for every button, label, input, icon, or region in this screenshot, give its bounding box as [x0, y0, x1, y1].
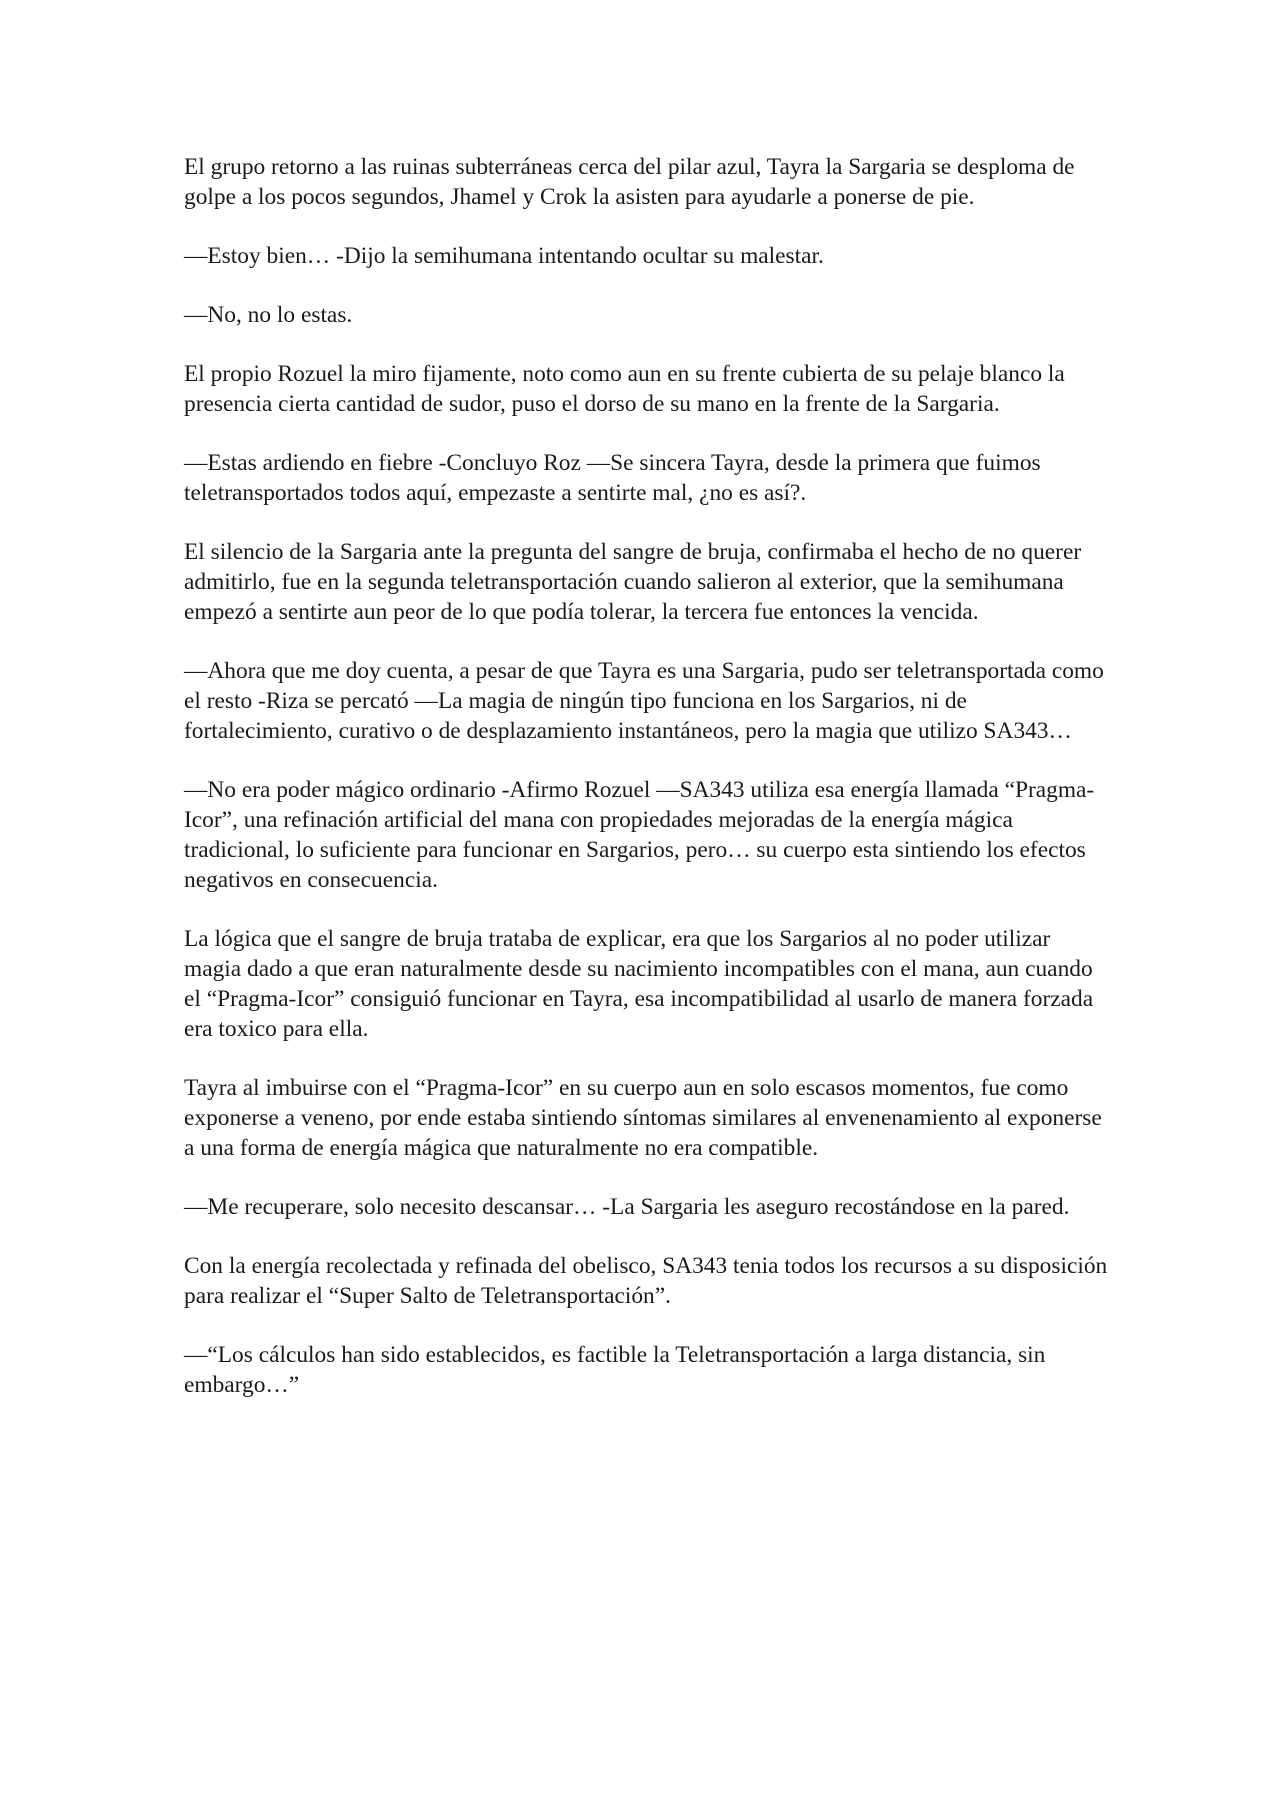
- document-body: [184, 152, 1110, 1429]
- paragraph: —Me recuperare, solo necesito descansar… -La Sargaria les aseguro recostándose en la pared.: [184, 1194, 1070, 1220]
- paragraph: El silencio de la Sargaria ante la pregunta del sangre de bruja, confirmaba el hecho de no querer admitirlo, fue en la segunda teletransportación cuando salieron al exterior, que la semihumana empezó a sentirte aun peor de lo que podía tolerar, la tercera fue entonces la vencida.: [184, 539, 1082, 625]
- paragraph: La lógica que el sangre de bruja trataba de explicar, era que los Sargarios al no poder utilizar magia dado a que eran naturalmente desde su nacimiento incompatibles con el mana, aun cuando el “Pragma-Icor” consiguió funcionar en Tayra, esa incompatibilidad al usarlo de manera forzada era toxico para ella.: [184, 926, 1094, 1042]
- paragraph: —Estas ardiendo en fiebre -Concluyo Roz —Se sincera Tayra, desde la primera que fuimos teletransportados todos aquí, empezaste a sentirte mal, ¿no es así?.: [184, 450, 1041, 506]
- paragraph: Con la energía recolectada y refinada del obelisco, SA343 tenia todos los recursos a su disposición para realizar el “Super Salto de Teletransportación”.: [184, 1253, 1108, 1309]
- paragraph: —No era poder mágico ordinario -Afirmo Rozuel —SA343 utiliza esa energía llamada “Pragma-Icor”, una refinación artificial del mana con propiedades mejoradas de la energía mágica tradicional, lo suficiente para funcionar en Sargarios, pero… su cuerpo esta sintiendo los efectos negativos en consecuencia.: [184, 777, 1095, 893]
- paragraph: —Ahora que me doy cuenta, a pesar de que Tayra es una Sargaria, pudo ser teletransportada como el resto -Riza se percató —La magia de ningún tipo funciona en los Sargarios, ni de fortalecimiento, curativo o de desplazamiento instantáneos, pero la magia que utilizo SA343…: [184, 658, 1104, 744]
- paragraph: El propio Rozuel la miro fijamente, noto como aun en su frente cubierta de su pelaje blanco la presencia cierta cantidad de sudor, puso el dorso de su mano en la frente de la Sargaria.: [184, 361, 1065, 417]
- paragraph: Tayra al imbuirse con el “Pragma-Icor” en su cuerpo aun en solo escasos momentos, fue como exponerse a veneno, por ende estaba sintiendo síntomas similares al envenenamiento al exponerse a una forma de energía mágica que naturalmente no era compatible.: [184, 1075, 1102, 1161]
- paragraph: —No, no lo estas.: [184, 302, 353, 328]
- paragraph: —“Los cálculos han sido establecidos, es factible la Teletransportación a larga distancia, sin embargo…”: [184, 1342, 1046, 1398]
- paragraph: El grupo retorno a las ruinas subterráneas cerca del pilar azul, Tayra la Sargaria se desploma de golpe a los pocos segundos, Jhamel y Crok la asisten para ayudarle a ponerse de pie.: [184, 154, 1075, 210]
- paragraph: —Estoy bien… -Dijo la semihumana intentando ocultar su malestar.: [184, 243, 824, 269]
